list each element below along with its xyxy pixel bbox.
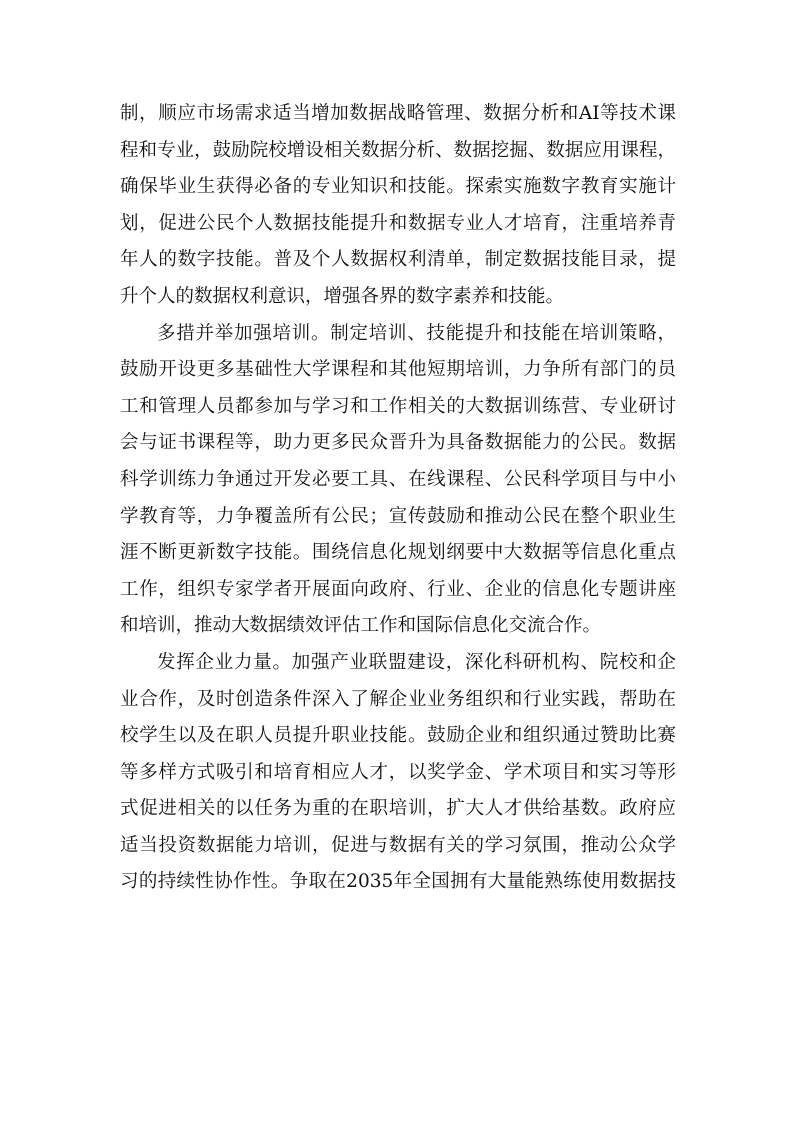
paragraph-line: 涯不断更新数字技能。围绕信息化规划纲要中大数据等信息化重点	[120, 542, 676, 564]
paragraph-line: 适当投资数据能力培训，促进与数据有关的学习氛围，推动公众学	[120, 834, 676, 856]
body-text	[120, 96, 676, 901]
paragraph-line: 工和管理人员都参加与学习和工作相关的大数据训练营、专业研讨	[120, 395, 676, 417]
paragraph-line: 学教育等，力争覆盖所有公民；宣传鼓励和推动公民在整个职业生	[120, 505, 676, 527]
paragraph-line: 制，顺应市场需求适当增加数据战略管理、数据分析和AI等技术课	[120, 103, 676, 124]
paragraph-line: 和培训，推动大数据绩效评估工作和国际信息化交流合作。	[120, 615, 602, 637]
paragraph-line: 确保毕业生获得必备的专业知识和技能。探索实施数字教育实施计	[120, 176, 676, 198]
paragraph-line: 会与证书课程等，助力更多民众晋升为具备数据能力的公民。数据	[120, 432, 676, 454]
paragraph-line: 年人的数字技能。普及个人数据权利清单，制定数据技能目录，提	[120, 249, 676, 271]
paragraph-line: 工作，组织专家学者开展面向政府、行业、企业的信息化专题讲座	[120, 578, 676, 600]
paragraph-line: 发挥企业力量。加强产业联盟建设，深化科研机构、院校和企	[157, 651, 676, 673]
paragraph-line: 业合作，及时创造条件深入了解企业业务组织和行业实践，帮助在	[120, 688, 676, 710]
paragraph-line: 校学生以及在职人员提升职业技能。鼓励企业和组织通过赞助比赛	[120, 725, 676, 747]
paragraph-line: 划，促进公民个人数据技能提升和数据专业人才培育，注重培养青	[120, 212, 676, 234]
paragraph-line: 习的持续性协作性。争取在2035年全国拥有大量能熟练使用数据技	[120, 871, 676, 893]
paragraph-line: 升个人的数据权利意识，增强各界的数字素养和技能。	[120, 285, 565, 307]
paragraph-line: 程和专业，鼓励院校增设相关数据分析、数据挖掘、数据应用课程，	[120, 139, 676, 161]
paragraph-line: 多措并举加强培训。制定培训、技能提升和技能在培训策略，	[157, 322, 676, 344]
paragraph-line: 式促进相关的以任务为重的在职培训，扩大人才供给基数。政府应	[120, 798, 676, 820]
paragraph-line: 等多样方式吸引和培育相应人才，以奖学金、学术项目和实习等形	[120, 761, 676, 783]
paragraph-line: 科学训练力争通过开发必要工具、在线课程、公民科学项目与中小	[120, 468, 676, 490]
paragraph-line: 鼓励开设更多基础性大学课程和其他短期培训，力争所有部门的员	[120, 359, 676, 381]
